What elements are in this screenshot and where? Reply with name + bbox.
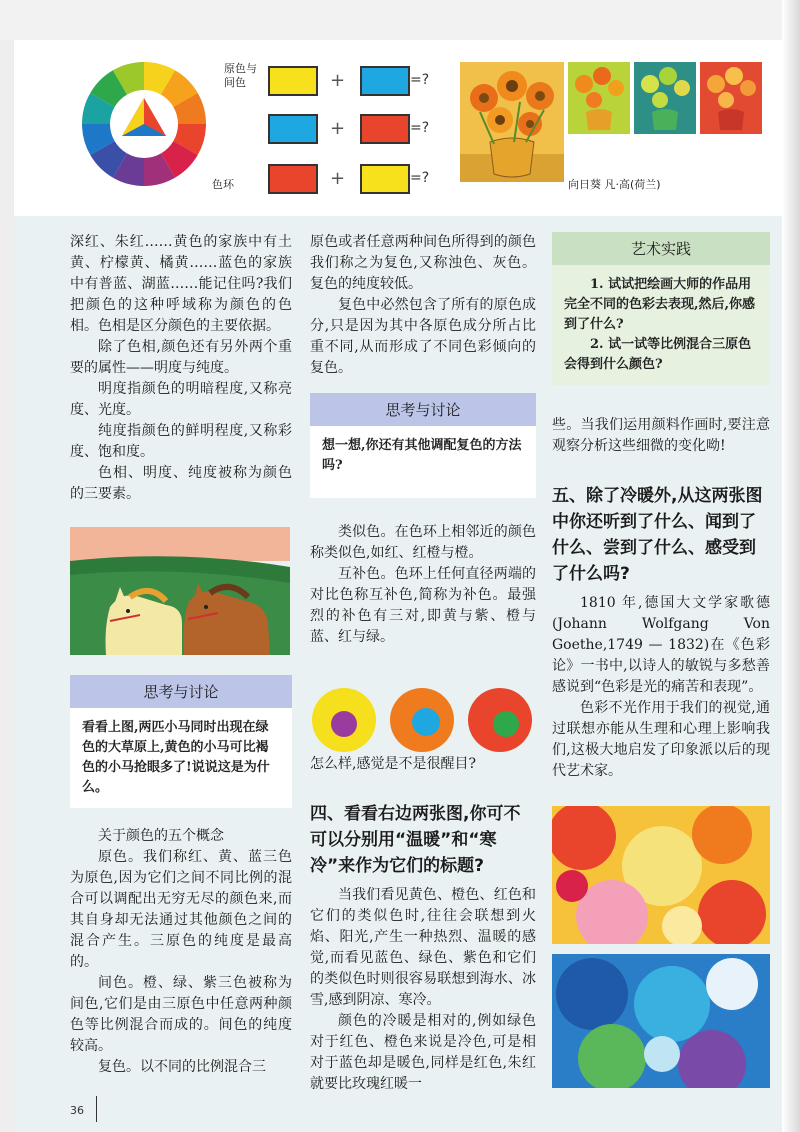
plus-sign: + (330, 118, 346, 139)
box-body (552, 265, 770, 385)
practice-item: 2. 试一试等比例混合三原色会得到什么颜色? (564, 337, 752, 372)
paragraph: 复色中必然包含了所有的原色成分,只是因为其中各原色成分所占比重不同,从而形成了不同色彩倾向的复色。 (310, 297, 536, 376)
art-practice-box (552, 232, 770, 385)
swatch-blue (360, 66, 410, 96)
paragraph: 间色。橙、绿、紫三色被称为间色,它们是由三原色中任意两种颜色等比例混合而成的。间色的纯度较高。 (70, 975, 292, 1054)
two-horses-illustration (70, 527, 290, 655)
column-1 (70, 232, 292, 1078)
sunflowers-variant-red (700, 62, 762, 134)
box-title: 思考与讨论 (70, 675, 292, 708)
paragraph: 原色或者任意两种间色所得到的颜色我们称之为复色,又称浊色、灰色。复色的纯度较低。 (310, 234, 536, 292)
page-left-margin (0, 40, 14, 1132)
paragraph: 纯度指颜色的鲜明程度,又称彩度、饱和度。 (70, 423, 292, 460)
paragraph: 1810 年,德国大文学家歌德(Johann Wolfgang Von Goethe,1749 — 1832)在《色彩论》一书中,以诗人的敏锐与多愁善感说到“色彩是光的痛苦和表现”。 (552, 595, 770, 695)
paragraph: 类似色。在色环上相邻近的颜色称类似色,如红、红橙与橙。 (310, 524, 536, 561)
page-number-divider (96, 1096, 97, 1122)
plus-sign: + (330, 70, 346, 91)
swatch-yellow (360, 164, 410, 194)
box-body: 想一想,你还有其他调配复色的方法吗? (310, 426, 536, 498)
discussion-box-horses (70, 675, 292, 808)
discussion-box-mixing (310, 393, 536, 498)
swatch-red (360, 114, 410, 144)
paragraph: 色彩不光作用于我们的视觉,通过联想亦能从生理和心理上影响我们,这极大地启发了印象派以后的现代艺术家。 (552, 700, 770, 779)
box-title: 思考与讨论 (310, 393, 536, 426)
equals-question: =? (410, 170, 430, 186)
swatch-yellow (268, 66, 318, 96)
page-number: 36 (70, 1104, 84, 1117)
column-3 (552, 232, 770, 1088)
warm-abstract-painting (552, 806, 770, 944)
paragraph: 除了色相,颜色还有另外两个重要的属性——明度与纯度。 (70, 339, 292, 376)
complementary-circles-illustration (310, 684, 536, 754)
section-heading: 五、除了冷暖外,从这两张图中你还听到了什么、闻到了什么、尝到了什么、感受到了什么吗? (552, 486, 763, 584)
equals-question: =? (410, 120, 430, 136)
sunflowers-painting-original (460, 62, 564, 182)
paragraph: 复色。以不同的比例混合三 (98, 1059, 266, 1075)
sunflowers-variant-teal (634, 62, 696, 134)
box-title: 艺术实践 (552, 232, 770, 265)
paragraph: 些。当我们运用颜料作画时,要注意观察分析这些细微的变化呦! (552, 417, 770, 454)
box-body: 看看上图,两匹小马同时出现在绿色的大草原上,黄色的小马可比褐色的小马抢眼多了!说说这是为什么。 (70, 708, 292, 808)
painting-caption: 向日葵 凡·高(荷兰) (568, 178, 661, 191)
plus-sign: + (330, 168, 346, 189)
equals-question: =? (410, 72, 430, 88)
paragraph: 明度指颜色的明暗程度,又称亮度、光度。 (70, 381, 292, 418)
sunflowers-variant-green (568, 62, 630, 134)
paragraph: 颜色的冷暖是相对的,例如绿色对于红色、橙色来说是冷色,可是相对于蓝色却是暖色,同样是红色,朱红就要比玫瑰红暖一 (310, 1013, 536, 1092)
paragraph: 深红、朱红……黄色的家族中有土黄、柠檬黄、橘黄……蓝色的家族中有普蓝、湖蓝……能记住吗?我们把颜色的这种呼域称为颜色的色相。色相是区分颜色的主要依据。 (70, 234, 292, 334)
swatch-blue (268, 114, 318, 144)
circles-caption: 怎么样,感觉是不是很醒目? (310, 756, 476, 772)
subheading: 关于颜色的五个概念 (98, 828, 224, 844)
cool-abstract-painting (552, 954, 770, 1088)
swatch-red (268, 164, 318, 194)
column-2 (310, 232, 536, 1095)
paragraph: 原色。我们称红、黄、蓝三色为原色,因为它们之间不同比例的混合可以调配出无穷无尽的颜色来,而其自身却无法通过其他颜色之间的混合产生。三原色的纯度是最高的。 (70, 849, 292, 970)
section-heading: 四、看看右边两张图,你可不可以分别用“温暖”和“寒冷”来作为它们的标题? (310, 804, 521, 876)
practice-item: 1. 试试把绘画大师的作品用完全不同的色彩去表现,然后,你感到了什么? (564, 277, 756, 332)
paragraph: 互补色。色环上任何直径两端的对比色称互补色,简称为补色。最强烈的补色有三对,即黄与紫、橙与蓝、红与绿。 (310, 566, 536, 645)
mix-label: 原色与 间色 (224, 62, 257, 89)
color-wheel-illustration (74, 54, 214, 194)
paragraph: 色相、明度、纯度被称为颜色的三要素。 (70, 465, 292, 502)
page-top-margin (0, 0, 800, 40)
color-wheel-label: 色环 (212, 178, 234, 191)
paragraph: 当我们看见黄色、橙色、红色和它们的类似色时,往往会联想到火焰、阳光,产生一种热烈、温暖的感觉,而看见蓝色、绿色、紫色和它们的类似色时则很容易联想到海水、冰雪,感到阴凉、寒冷。 (310, 887, 536, 1008)
page-binding-shadow (782, 0, 800, 1132)
